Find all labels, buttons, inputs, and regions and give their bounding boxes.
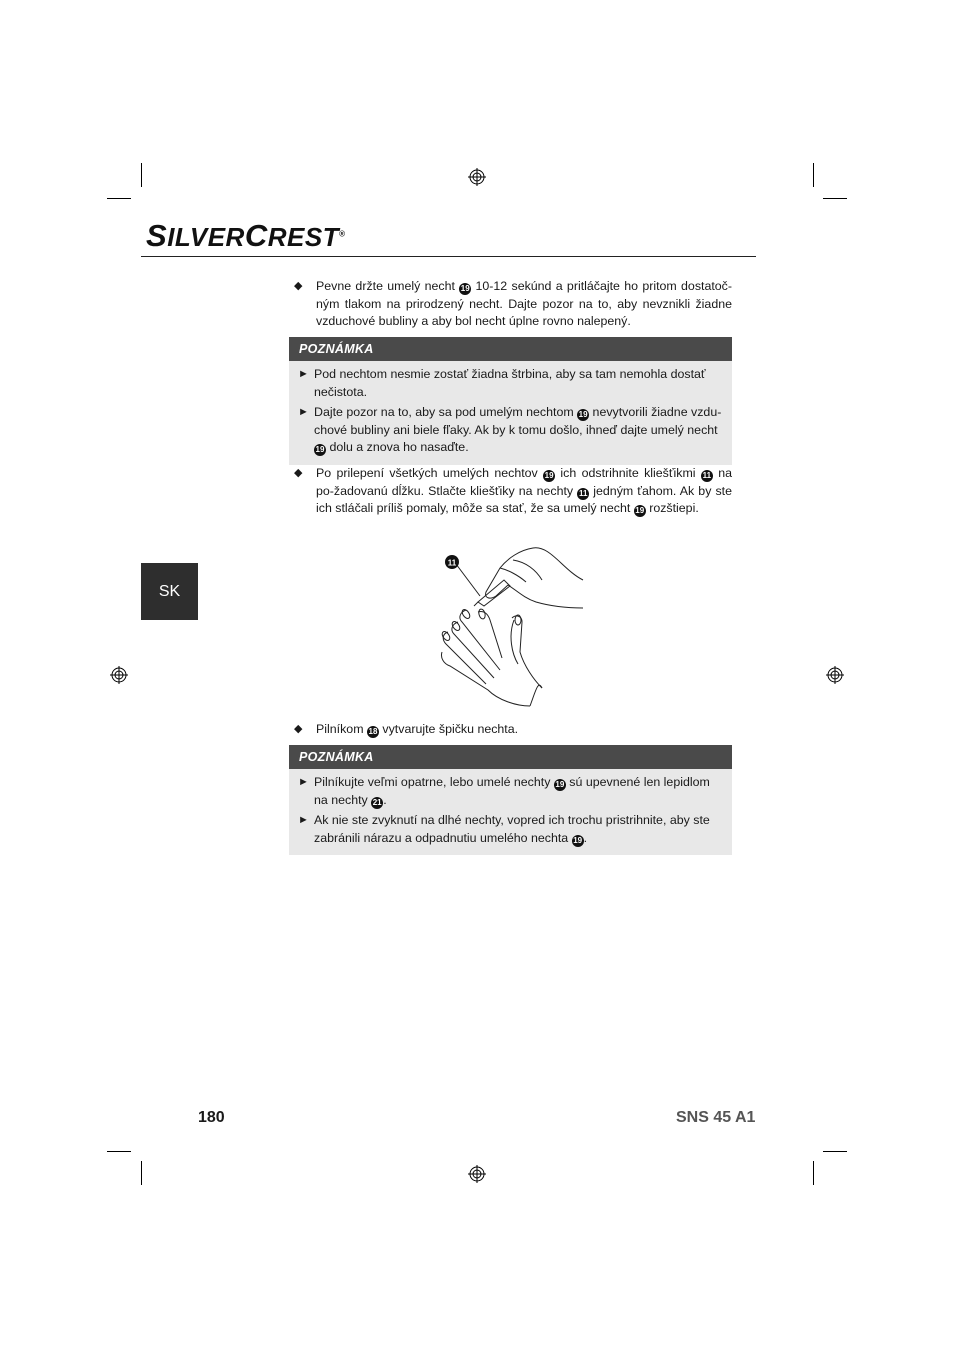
header-divider — [141, 256, 756, 257]
part-number-badge: 19 — [635, 506, 645, 516]
crop-mark — [823, 198, 847, 199]
language-tab-label: SK — [158, 582, 181, 600]
note-item — [297, 404, 724, 457]
note-box — [289, 337, 732, 465]
instruction-paragraph — [289, 721, 732, 739]
note-item-text: sú upevnené len lepidlom na nechty — [314, 775, 710, 807]
part-number-badge: 19 — [315, 445, 325, 455]
diamond-bullet-icon: ◆ — [294, 467, 303, 479]
paragraph-text: vytvarujte špičku nechta. — [378, 722, 519, 736]
crop-mark — [813, 163, 814, 187]
part-number-badge: 19 — [555, 780, 565, 789]
diamond-bullet-icon: ◆ — [294, 280, 303, 292]
crop-mark — [823, 1151, 847, 1152]
part-number-badge: 18 — [368, 727, 378, 736]
part-number-badge: 21 — [372, 797, 382, 807]
note-box — [289, 745, 732, 855]
note-item-text: . — [383, 792, 387, 807]
part-number-badge: 19 — [544, 471, 554, 480]
instruction-paragraph — [289, 278, 732, 331]
paragraph-text: 10-12 sekúnd a pritláčajte ho pritom dostatoč-ným tlakom na prirodzený necht. Dajte pozor na to, aby nevznikli žiadne vzduchové bubliny a aby bol necht úplne rovno nalepený. — [316, 279, 733, 329]
paragraph-text: na po-žadovanú dĺžku. Stlačte kliešťiky na nechty — [316, 466, 733, 498]
nail-clipping-illustration — [438, 540, 588, 710]
language-tab — [141, 563, 198, 620]
crop-mark — [141, 1161, 142, 1185]
part-number-badge: 19 — [460, 284, 470, 293]
crop-mark — [813, 1161, 814, 1185]
note-item-text: Pilníkujte veľmi opatrne, lebo umelé nechty — [314, 775, 554, 789]
note-item-text: Ak nie ste zvyknutí na dlhé nechty, vopred ich trochu pristrihnite, aby ste zabránili nárazu a odpadnutiu umelého nechta — [314, 813, 710, 845]
registration-mark-icon — [468, 168, 486, 186]
note-item-text: dolu a znova ho nasaďte. — [326, 440, 469, 455]
paragraph-text: Pevne držte umelý necht — [316, 279, 460, 293]
note-item-text: Pod nechtom nesmie zostať žiadna štrbina, aby sa tam nemohla dostať nečistota. — [314, 367, 706, 399]
part-number-badge: 19 — [578, 410, 588, 420]
model-number: SNS 45 A1 — [676, 1109, 756, 1126]
paragraph-text: Pilníkom — [316, 722, 367, 736]
registration-mark-icon — [110, 666, 128, 684]
note-title: POZNÁMKA — [289, 745, 732, 769]
note-item-text: Dajte pozor na to, aby sa pod umelým nechtom — [314, 405, 578, 420]
arrow-bullet-icon: ► — [298, 368, 309, 380]
page-number: 180 — [198, 1109, 225, 1126]
note-title: POZNÁMKA — [289, 337, 732, 361]
part-number-badge: 19 — [573, 835, 583, 845]
note-item-text: . — [583, 830, 588, 845]
note-item-text: nevytvorili žiadne vzdu-chové bubliny ani biele fľaky. Ak by k tomu došlo, ihneď dajte umelý necht — [314, 405, 722, 437]
part-number-badge: 11 — [702, 471, 712, 480]
arrow-bullet-icon: ► — [298, 814, 309, 827]
brand-logo: SILVERCREST® — [146, 218, 346, 253]
registration-mark-icon — [468, 1165, 486, 1183]
registration-mark-icon — [826, 666, 844, 684]
paragraph-text: rozštiepi. — [645, 501, 699, 516]
paragraph-text: jedným ťahom. Ak by ste ich stláčali príliš pomaly, môže sa stať, že sa umelý necht — [316, 483, 732, 516]
paragraph-text: ich odstrihnite kliešťikmi — [555, 466, 701, 480]
crop-mark — [107, 1151, 131, 1152]
instruction-paragraph — [289, 465, 732, 518]
note-item — [297, 366, 724, 401]
arrow-bullet-icon: ► — [298, 406, 309, 419]
crop-mark — [141, 163, 142, 187]
part-number-badge: 11 — [578, 488, 588, 498]
diamond-bullet-icon: ◆ — [294, 723, 303, 735]
arrow-bullet-icon: ► — [298, 776, 309, 788]
note-item — [297, 774, 724, 809]
note-item — [297, 812, 724, 847]
crop-mark — [107, 198, 131, 199]
paragraph-text: Po prilepení všetkých umelých nechtov — [316, 466, 544, 480]
callout-number: 11 — [447, 558, 457, 568]
